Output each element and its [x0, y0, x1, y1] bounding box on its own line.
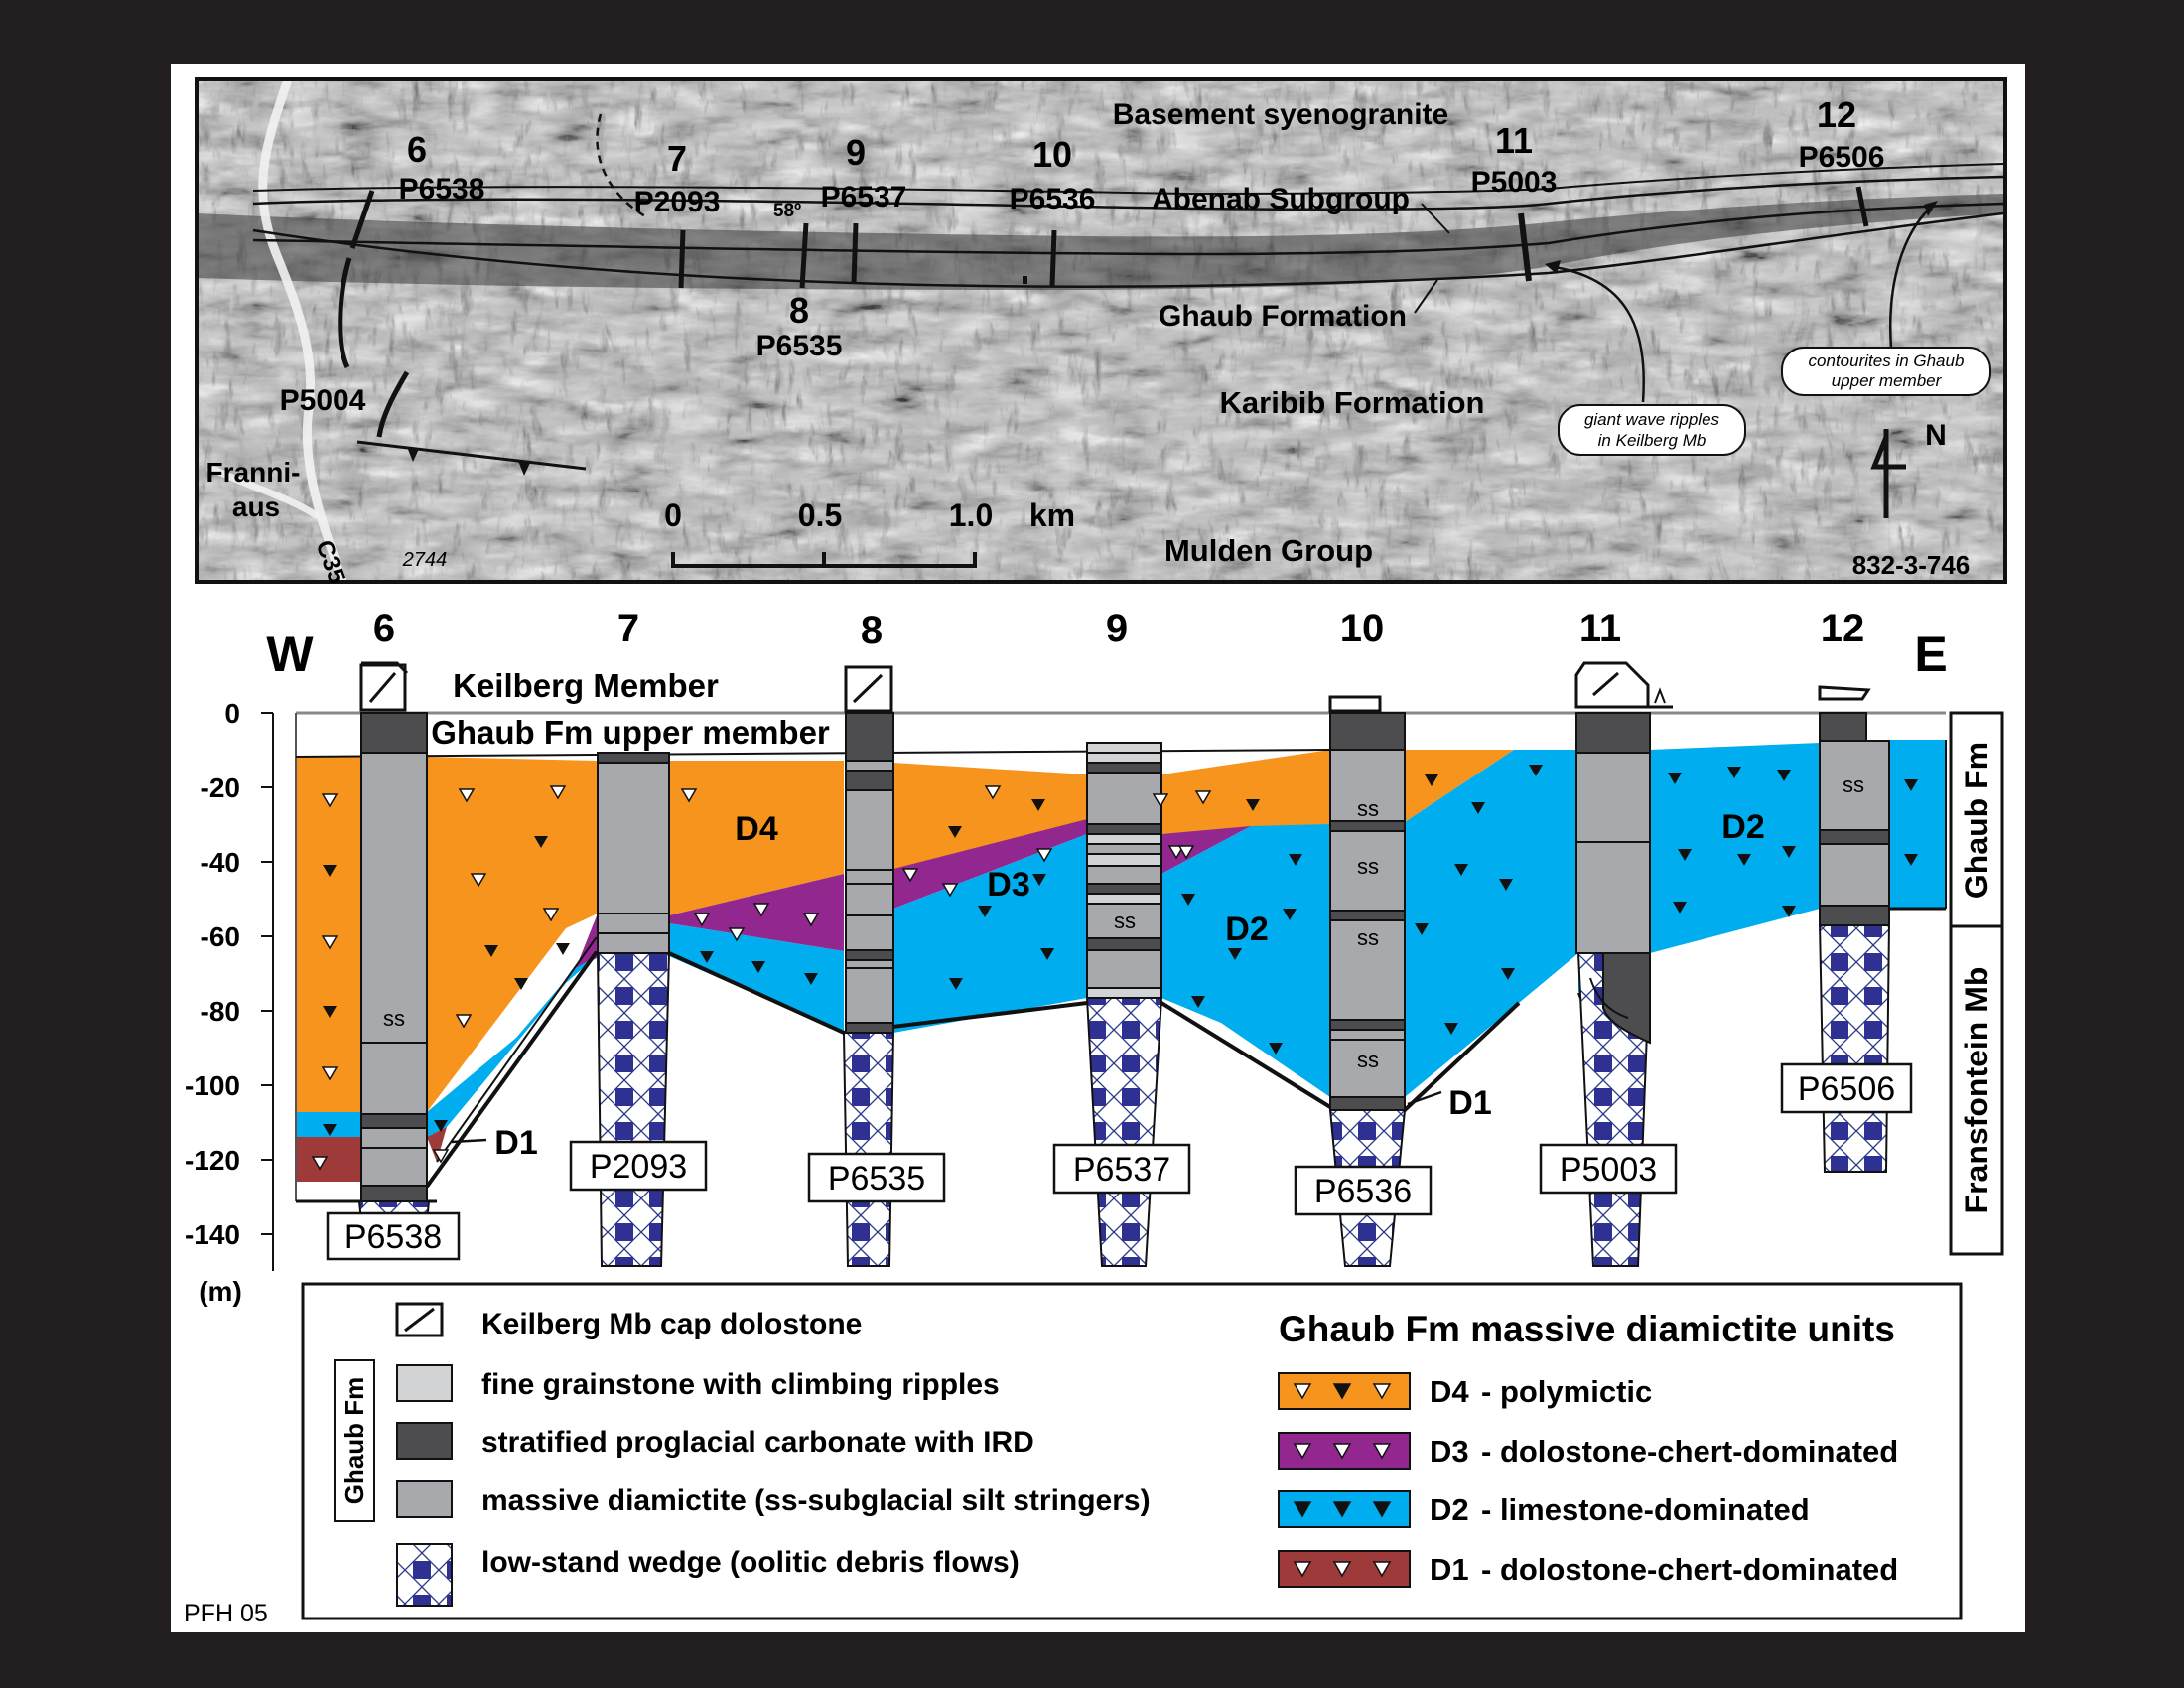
unit-d1-label-east: D1: [1448, 1084, 1492, 1122]
y-axis-tick-label: -140: [184, 1219, 240, 1250]
column-11-number: 11: [1578, 607, 1622, 650]
map-section-11-id: P5003: [1470, 166, 1558, 199]
legend-ghaub-vertical: Ghaub Fm: [340, 1376, 369, 1505]
column-6-id: P6538: [343, 1218, 443, 1256]
legend-item-proglacial: stratified proglacial carbonate with IRD: [481, 1426, 1034, 1459]
unit-d1-label-west: D1: [494, 1124, 538, 1162]
map-section-11-number: 11: [1494, 120, 1534, 161]
column-10-number: 10: [1339, 607, 1385, 650]
d4-fill-west: [296, 757, 361, 1112]
column-9-number: 9: [1105, 607, 1129, 650]
label-aus: aus: [231, 492, 281, 522]
column-8-id: P6535: [827, 1160, 926, 1197]
legend-item-lowstand-wedge: low-stand wedge (oolitic debris flows): [481, 1546, 1020, 1579]
callout-contourites-line1: contourites in Ghaub: [1808, 352, 1965, 370]
map-section-6-id: P6538: [398, 173, 485, 206]
y-axis-tick-label: -120: [184, 1145, 240, 1176]
label-road-c35: C35: [310, 536, 350, 588]
ss-label-6: ss: [383, 1006, 405, 1031]
ss-label-10b: ss: [1357, 854, 1379, 879]
legend-unit-desc-d1: - dolostone-chert-dominated: [1481, 1552, 1899, 1587]
column-9-id: P6537: [1072, 1151, 1171, 1189]
unit-d3-label: D3: [987, 866, 1030, 904]
legend: [184, 1284, 1961, 1627]
west-label: W: [266, 627, 314, 682]
legend-unit-name-d1: D1: [1430, 1552, 1469, 1587]
callout-ripples-line2: in Keilberg Mb: [1597, 431, 1706, 450]
ss-label-10c: ss: [1357, 925, 1379, 950]
map-section-6-number: 6: [406, 129, 428, 170]
y-axis-tick-label: 0: [224, 698, 240, 729]
label-ghaub-formation: Ghaub Formation: [1159, 300, 1407, 333]
y-axis-tick-label: -40: [200, 847, 240, 878]
label-basement-syenogranite: Basement syenogranite: [1112, 98, 1449, 131]
legend-unit-desc-d2: - limestone-dominated: [1481, 1492, 1810, 1527]
column-7-number: 7: [616, 607, 640, 650]
legend-item-diamictite: massive diamictite (ss-subglacial silt stringers): [481, 1484, 1151, 1517]
legend-item-cap-dolostone: Keilberg Mb cap dolostone: [481, 1308, 863, 1340]
legend-swatch-grainstone: [397, 1365, 452, 1401]
scale-tick-10: 1.0: [948, 497, 994, 533]
map-section-9-number: 9: [845, 132, 867, 173]
ss-label-9: ss: [1114, 909, 1136, 933]
right-label-fransfontein: Fransfontein Mb: [1959, 966, 1994, 1214]
map-section-8-number: 8: [788, 290, 810, 331]
unit-d2-label-center: D2: [1225, 911, 1269, 948]
legend-item-grainstone: fine grainstone with climbing ripples: [481, 1368, 1000, 1401]
keilberg-member-label: Keilberg Member: [453, 667, 719, 704]
east-label: E: [1914, 627, 1948, 682]
callout-ripples-line1: giant wave ripples: [1583, 410, 1720, 429]
legend-unit-name-d2: D2: [1430, 1492, 1469, 1527]
map-section-10-number: 10: [1031, 134, 1073, 175]
column-6-number: 6: [372, 607, 396, 650]
map-section-7-id: P2093: [633, 186, 721, 218]
callout-contourites-line2: upper member: [1831, 371, 1942, 390]
unit-d2-label-east: D2: [1721, 808, 1765, 846]
right-label-ghaub-fm: Ghaub Fm: [1959, 741, 1994, 900]
d2-fill-east: [1889, 740, 1946, 909]
author-tag: PFH 05: [184, 1600, 268, 1627]
y-axis-tick-label: -60: [200, 921, 240, 952]
label-dip: 58º: [772, 201, 802, 221]
aerial-map: [197, 79, 2005, 587]
map-section-12-id: P6506: [1798, 141, 1885, 174]
y-axis-unit: (m): [199, 1276, 242, 1307]
y-axis-tick-label: -20: [200, 773, 240, 803]
column-8-number: 8: [860, 609, 884, 652]
label-mulden-group: Mulden Group: [1163, 533, 1374, 568]
legend-swatch-lowstand-wedge: [397, 1544, 452, 1606]
label-photo-code: 832-3-746: [1851, 550, 1971, 580]
label-abenab-subgroup: Abenab Subgroup: [1152, 183, 1410, 215]
column-7-id: P2093: [589, 1148, 688, 1186]
legend-swatch-diamictite: [397, 1481, 452, 1517]
y-axis-tick-label: -80: [200, 996, 240, 1027]
legend-units-title: Ghaub Fm massive diamictite units: [1279, 1309, 1895, 1349]
legend-unit-name-d3: D3: [1430, 1434, 1469, 1469]
column-12-id: P6506: [1797, 1070, 1896, 1108]
ss-label-12: ss: [1843, 773, 1864, 797]
legend-unit-name-d4: D4: [1430, 1374, 1469, 1409]
map-section-9-id: P6537: [820, 181, 907, 213]
ss-label-10a: ss: [1357, 796, 1379, 821]
column-12-number: 12: [1820, 607, 1865, 650]
ss-label-10d: ss: [1357, 1048, 1379, 1072]
map-section-7-number: 7: [666, 138, 688, 179]
north-label: N: [1925, 419, 1947, 452]
upper-member-label: Ghaub Fm upper member: [431, 714, 830, 751]
unit-d4-label: D4: [735, 810, 778, 848]
label-franni: Franni-: [205, 457, 301, 488]
map-section-12-number: 12: [1816, 94, 1857, 135]
legend-swatch-proglacial: [397, 1423, 452, 1459]
label-karibib-formation: Karibib Formation: [1219, 385, 1485, 420]
label-elevation: 2744: [402, 549, 448, 571]
scale-unit: km: [1028, 497, 1076, 533]
map-section-8-id: P6535: [755, 330, 843, 362]
column-11-id: P5003: [1559, 1151, 1658, 1189]
map-section-p5004: P5004: [279, 384, 366, 417]
scale-tick-05: 0.5: [797, 497, 843, 533]
legend-unit-desc-d4: - polymictic: [1481, 1374, 1653, 1409]
scale-tick-0: 0: [664, 497, 682, 533]
map-section-10-id: P6536: [1009, 183, 1096, 215]
legend-unit-desc-d3: - dolostone-chert-dominated: [1481, 1434, 1899, 1469]
y-axis-tick-label: -100: [184, 1070, 240, 1101]
d1-fill-west: [296, 1137, 361, 1182]
column-10-id: P6536: [1313, 1173, 1413, 1210]
